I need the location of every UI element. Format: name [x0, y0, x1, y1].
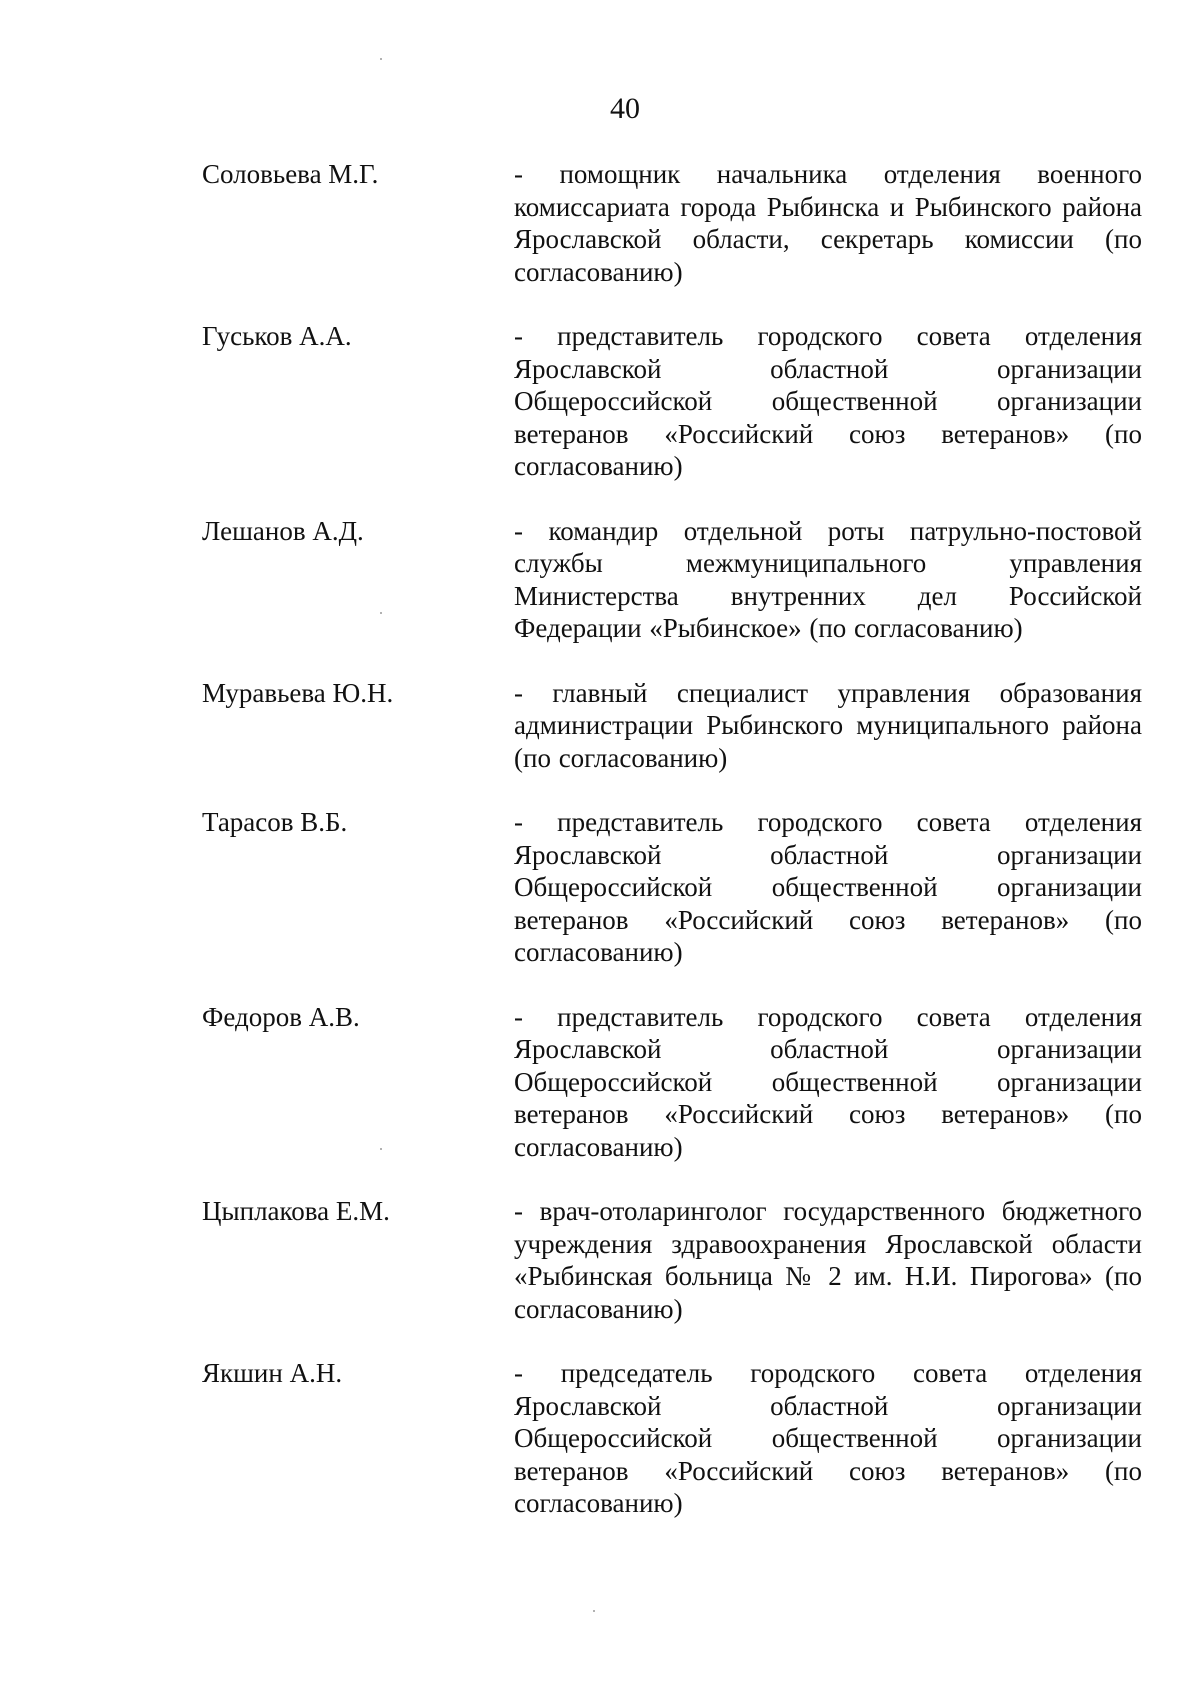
- member-name: Гуськов А.А.: [202, 321, 352, 351]
- scan-speck: [593, 1610, 595, 1612]
- member-position: - представитель городского совета отделения Ярославской областной организации Общероссийской общественной организации ветеранов «Российский союз ветеранов» (по согласованию): [514, 321, 1142, 481]
- member-entry: [202, 158, 1142, 288]
- member-entry: [202, 515, 1142, 645]
- member-entry: [202, 1001, 1142, 1164]
- member-position: - главный специалист управления образования администрации Рыбинского муниципального района (по согласованию): [514, 677, 1142, 773]
- commission-members-list: [202, 158, 1142, 1552]
- member-position: - врач-отоларинголог государственного бюджетного учреждения здравоохранения Ярославской области «Рыбинская больница № 2 им. Н.И. Пирогова» (по согласованию): [514, 1196, 1142, 1324]
- scan-speck: [380, 58, 382, 60]
- member-name: Якшин А.Н.: [202, 1358, 343, 1388]
- member-name: Цыплакова Е.М.: [202, 1196, 390, 1226]
- member-entry: [202, 1357, 1142, 1520]
- member-position: - помощник начальника отделения военного комиссариата города Рыбинска и Рыбинского района Ярославской области, секретарь комиссии (по согласованию): [514, 159, 1142, 287]
- member-position: - представитель городского совета отделения Ярославской областной организации Общероссийской общественной организации ветеранов «Российский союз ветеранов» (по согласованию): [514, 1001, 1142, 1162]
- member-name: Тарасов В.Б.: [202, 807, 348, 837]
- member-name: Соловьева М.Г.: [202, 159, 379, 189]
- member-entry: [202, 677, 1142, 775]
- member-position: - председатель городского совета отделения Ярославской областной организации Общероссийской общественной организации ветеранов «Российский союз ветеранов» (по согласованию): [514, 1358, 1142, 1518]
- member-entry: [202, 806, 1142, 969]
- member-position: - представитель городского совета отделения Ярославской областной организации Общероссийской общественной организации ветеранов «Российский союз ветеранов» (по согласованию): [514, 807, 1142, 967]
- member-position: - командир отдельной роты патрульно-постовой службы межмуниципального управления Министерства внутренних дел Российской Федерации «Рыбинское» (по согласованию): [514, 515, 1142, 643]
- member-name: Федоров А.В.: [202, 1001, 360, 1032]
- member-name: Лешанов А.Д.: [202, 515, 364, 546]
- member-entry: [202, 1195, 1142, 1325]
- member-entry: [202, 320, 1142, 483]
- member-name: Муравьева Ю.Н.: [202, 677, 394, 708]
- page-number: 40: [610, 92, 640, 125]
